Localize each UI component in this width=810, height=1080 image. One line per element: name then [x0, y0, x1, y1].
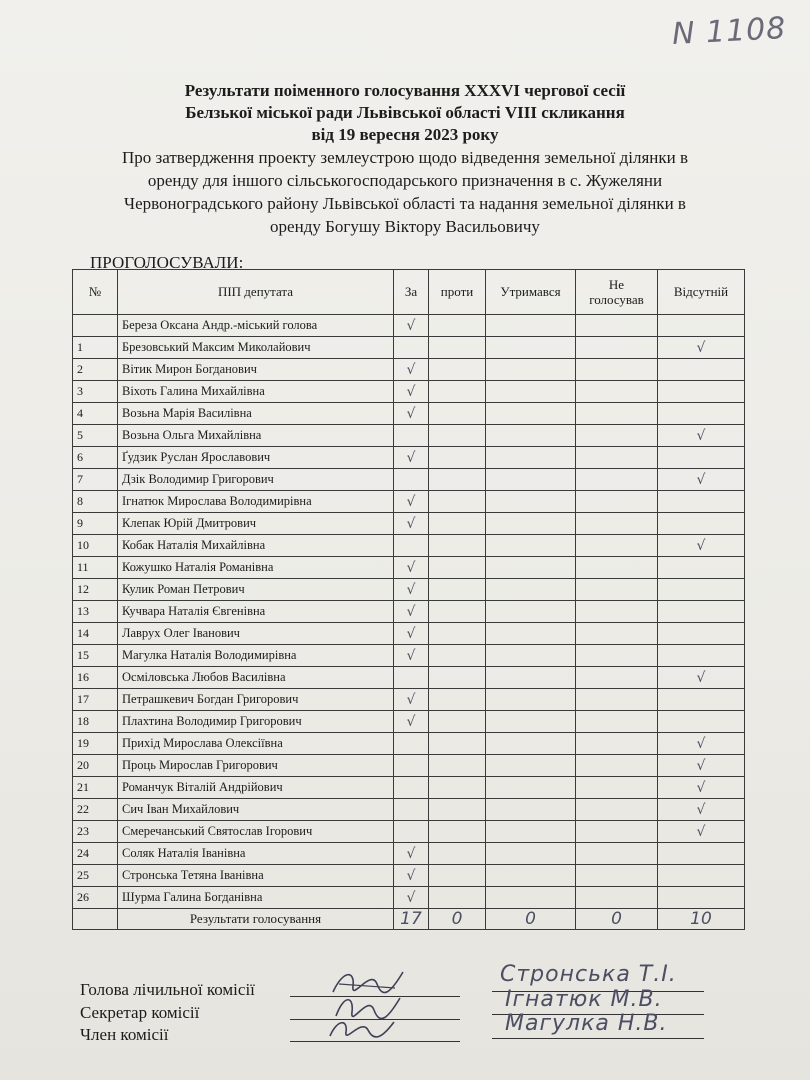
vote-cell-ne_holosuvav [576, 865, 658, 887]
vote-cell-za [394, 777, 429, 799]
table-row [73, 821, 745, 843]
table-row [73, 359, 745, 381]
vote-cell-utrymavsia [486, 403, 576, 425]
row-number: 3 [73, 381, 118, 403]
deputy-name: Віхоть Галина Михайлівна [118, 381, 394, 403]
check-mark-za: √ [394, 315, 429, 337]
title-line-2: Белзької міської ради Львівської області VIII скликання [185, 103, 625, 122]
row-number: 7 [73, 469, 118, 491]
row-number: 14 [73, 623, 118, 645]
row-number: 10 [73, 535, 118, 557]
vote-cell-utrymavsia [486, 601, 576, 623]
check-mark-absent: √ [658, 425, 745, 447]
table-row [73, 535, 745, 557]
vote-cell-proty [429, 447, 486, 469]
vote-cell-ne_holosuvav [576, 491, 658, 513]
handwritten-name-member: Магулка Н.В. [505, 1011, 668, 1036]
vote-cell-za [394, 469, 429, 491]
vote-cell-absent [658, 843, 745, 865]
vote-cell-proty [429, 513, 486, 535]
vote-cell-ne_holosuvav [576, 887, 658, 909]
vote-cell-ne_holosuvav [576, 557, 658, 579]
subject-line-1: Про затвердження проекту землеустрою щодо відведення земельної ділянки в [122, 148, 688, 167]
results-za: 17 [394, 909, 429, 930]
vote-cell-proty [429, 601, 486, 623]
vote-cell-absent [658, 579, 745, 601]
row-number: 25 [73, 865, 118, 887]
results-utrymavsia: 0 [486, 909, 576, 930]
check-mark-za: √ [394, 403, 429, 425]
vote-cell-utrymavsia [486, 733, 576, 755]
vote-cell-za [394, 667, 429, 689]
vote-cell-utrymavsia [486, 359, 576, 381]
check-mark-za: √ [394, 491, 429, 513]
vote-cell-utrymavsia [486, 315, 576, 337]
subject-line-2: оренду для іншого сільськогосподарського призначення в с. Жужеляни [147, 171, 663, 190]
vote-cell-utrymavsia [486, 667, 576, 689]
table-row [73, 579, 745, 601]
vote-cell-utrymavsia [486, 821, 576, 843]
vote-cell-za [394, 337, 429, 359]
col-header-ne-holosuvav: Не голосував [576, 270, 658, 315]
table-row [73, 425, 745, 447]
vote-cell-ne_holosuvav [576, 667, 658, 689]
deputy-name: Смеречанський Святослав Ігорович [118, 821, 394, 843]
vote-cell-utrymavsia [486, 557, 576, 579]
vote-cell-ne_holosuvav [576, 447, 658, 469]
vote-cell-proty [429, 403, 486, 425]
document-header [60, 80, 750, 238]
vote-cell-utrymavsia [486, 469, 576, 491]
deputy-name: Магулка Наталія Володимирівна [118, 645, 394, 667]
deputy-name: Петрашкевич Богдан Григорович [118, 689, 394, 711]
vote-cell-ne_holosuvav [576, 843, 658, 865]
row-number: 6 [73, 447, 118, 469]
vote-cell-utrymavsia [486, 579, 576, 601]
vote-cell-utrymavsia [486, 491, 576, 513]
vote-cell-proty [429, 469, 486, 491]
vote-cell-utrymavsia [486, 887, 576, 909]
signature-member [322, 1012, 402, 1044]
vote-cell-za [394, 425, 429, 447]
vote-cell-ne_holosuvav [576, 403, 658, 425]
vote-cell-utrymavsia [486, 425, 576, 447]
row-number: 5 [73, 425, 118, 447]
vote-cell-ne_holosuvav [576, 777, 658, 799]
vote-cell-ne_holosuvav [576, 513, 658, 535]
results-proty: 0 [429, 909, 486, 930]
vote-rows [73, 315, 745, 909]
check-mark-za: √ [394, 711, 429, 733]
table-row [73, 337, 745, 359]
check-mark-za: √ [394, 381, 429, 403]
check-mark-absent: √ [658, 337, 745, 359]
vote-cell-ne_holosuvav [576, 821, 658, 843]
signature-role-member: Член комісії [80, 1025, 169, 1044]
row-number: 19 [73, 733, 118, 755]
vote-cell-za [394, 821, 429, 843]
vote-table [72, 269, 745, 930]
row-number: 8 [73, 491, 118, 513]
vote-cell-absent [658, 623, 745, 645]
check-mark-za: √ [394, 359, 429, 381]
check-mark-za: √ [394, 579, 429, 601]
vote-cell-utrymavsia [486, 447, 576, 469]
check-mark-za: √ [394, 689, 429, 711]
vote-cell-ne_holosuvav [576, 711, 658, 733]
check-mark-za: √ [394, 645, 429, 667]
vote-cell-ne_holosuvav [576, 535, 658, 557]
vote-cell-absent [658, 381, 745, 403]
subject-line-3: Червоноградського району Львівської області та надання земельної ділянки в [124, 194, 686, 213]
vote-cell-za [394, 535, 429, 557]
deputy-name: Кожушко Наталія Романівна [118, 557, 394, 579]
vote-cell-proty [429, 315, 486, 337]
table-row [73, 447, 745, 469]
row-number: 24 [73, 843, 118, 865]
vote-cell-utrymavsia [486, 755, 576, 777]
deputy-name: Проць Мирослав Григорович [118, 755, 394, 777]
vote-cell-proty [429, 491, 486, 513]
vote-cell-proty [429, 689, 486, 711]
row-number: 13 [73, 601, 118, 623]
check-mark-za: √ [394, 601, 429, 623]
check-mark-absent: √ [658, 733, 745, 755]
vote-cell-ne_holosuvav [576, 601, 658, 623]
col-header-number: № [73, 270, 118, 315]
check-mark-za: √ [394, 513, 429, 535]
vote-cell-proty [429, 359, 486, 381]
vote-cell-proty [429, 623, 486, 645]
vote-cell-absent [658, 447, 745, 469]
row-number: 15 [73, 645, 118, 667]
vote-cell-za [394, 799, 429, 821]
vote-cell-proty [429, 667, 486, 689]
vote-cell-ne_holosuvav [576, 315, 658, 337]
deputy-name: Плахтина Володимир Григорович [118, 711, 394, 733]
deputy-name: Возьна Марія Василівна [118, 403, 394, 425]
table-row [73, 755, 745, 777]
deputy-name: Прихід Мирослава Олексіївна [118, 733, 394, 755]
subject-line-4: оренду Богушу Віктору Васильовичу [270, 217, 540, 236]
vote-cell-ne_holosuvav [576, 337, 658, 359]
vote-cell-ne_holosuvav [576, 733, 658, 755]
col-header-utrymavsia: Утримався [486, 270, 576, 315]
vote-cell-ne_holosuvav [576, 689, 658, 711]
check-mark-absent: √ [658, 535, 745, 557]
deputy-name: Сич Іван Михайлович [118, 799, 394, 821]
title-line-3: від 19 вересня 2023 року [311, 125, 499, 144]
table-row [73, 843, 745, 865]
row-number: 18 [73, 711, 118, 733]
vote-cell-absent [658, 557, 745, 579]
vote-cell-utrymavsia [486, 337, 576, 359]
vote-cell-proty [429, 645, 486, 667]
results-number-cell [73, 909, 118, 930]
vote-cell-absent [658, 645, 745, 667]
deputy-name: Осміловська Любов Василівна [118, 667, 394, 689]
results-row [73, 909, 745, 930]
table-row [73, 623, 745, 645]
voted-label: ПРОГОЛОСУВАЛИ: [90, 253, 244, 272]
vote-cell-ne_holosuvav [576, 359, 658, 381]
deputy-name: Соляк Наталія Іванівна [118, 843, 394, 865]
vote-cell-proty [429, 799, 486, 821]
deputy-name: Береза Оксана Андр.-міський голова [118, 315, 394, 337]
handwritten-document-number: N 1108 [671, 11, 788, 52]
vote-cell-ne_holosuvav [576, 645, 658, 667]
table-row [73, 865, 745, 887]
deputy-name: Шурма Галина Богданівна [118, 887, 394, 909]
vote-cell-proty [429, 535, 486, 557]
table-row [73, 469, 745, 491]
table-row [73, 689, 745, 711]
vote-cell-proty [429, 821, 486, 843]
check-mark-absent: √ [658, 755, 745, 777]
check-mark-absent: √ [658, 667, 745, 689]
vote-cell-utrymavsia [486, 645, 576, 667]
vote-cell-absent [658, 315, 745, 337]
table-row [73, 491, 745, 513]
vote-cell-utrymavsia [486, 381, 576, 403]
vote-cell-za [394, 733, 429, 755]
vote-cell-proty [429, 865, 486, 887]
vote-cell-absent [658, 601, 745, 623]
vote-cell-proty [429, 337, 486, 359]
vote-cell-utrymavsia [486, 843, 576, 865]
handwritten-name-chair: Стронська Т.І. [500, 962, 677, 987]
col-header-proty: проти [429, 270, 486, 315]
check-mark-za: √ [394, 865, 429, 887]
vote-cell-proty [429, 711, 486, 733]
vote-cell-proty [429, 425, 486, 447]
check-mark-absent: √ [658, 799, 745, 821]
row-number: 26 [73, 887, 118, 909]
check-mark-za: √ [394, 623, 429, 645]
vote-cell-proty [429, 579, 486, 601]
row-number: 20 [73, 755, 118, 777]
vote-cell-absent [658, 865, 745, 887]
check-mark-za: √ [394, 887, 429, 909]
vote-cell-ne_holosuvav [576, 381, 658, 403]
col-header-name: ПІП депутата [118, 270, 394, 315]
table-row [73, 403, 745, 425]
table-row [73, 513, 745, 535]
signature-role-secretary: Секретар комісії [80, 1003, 200, 1022]
check-mark-za: √ [394, 557, 429, 579]
deputy-name: Кобак Наталія Михайлівна [118, 535, 394, 557]
vote-cell-proty [429, 887, 486, 909]
vote-cell-absent [658, 887, 745, 909]
vote-cell-proty [429, 755, 486, 777]
vote-cell-ne_holosuvav [576, 425, 658, 447]
row-number: 23 [73, 821, 118, 843]
vote-cell-ne_holosuvav [576, 755, 658, 777]
row-number: 21 [73, 777, 118, 799]
check-mark-absent: √ [658, 777, 745, 799]
deputy-name: Брезовський Максим Миколайович [118, 337, 394, 359]
table-row [73, 799, 745, 821]
table-row [73, 381, 745, 403]
col-header-za: За [394, 270, 429, 315]
table-row [73, 711, 745, 733]
vote-cell-utrymavsia [486, 535, 576, 557]
table-row [73, 601, 745, 623]
row-number [73, 315, 118, 337]
row-number: 11 [73, 557, 118, 579]
vote-cell-proty [429, 733, 486, 755]
check-mark-absent: √ [658, 469, 745, 491]
table-row [73, 733, 745, 755]
row-number: 2 [73, 359, 118, 381]
vote-cell-proty [429, 843, 486, 865]
results-label: Результати голосування [118, 909, 394, 930]
title-line-1: Результати поіменного голосування XXXVI чергової сесії [184, 81, 626, 100]
vote-cell-absent [658, 513, 745, 535]
vote-cell-ne_holosuvav [576, 579, 658, 601]
table-row [73, 315, 745, 337]
vote-cell-absent [658, 711, 745, 733]
table-header-row [73, 270, 745, 315]
vote-cell-utrymavsia [486, 689, 576, 711]
results-ne-holosuvav: 0 [576, 909, 658, 930]
vote-cell-proty [429, 777, 486, 799]
deputy-name: Ігнатюк Мирослава Володимирівна [118, 491, 394, 513]
check-mark-za: √ [394, 843, 429, 865]
signature-role-chair: Голова лічильної комісії [80, 980, 255, 999]
row-number: 17 [73, 689, 118, 711]
deputy-name: Романчук Віталій Андрійович [118, 777, 394, 799]
vote-cell-absent [658, 491, 745, 513]
row-number: 4 [73, 403, 118, 425]
deputy-name: Возьна Ольга Михайлівна [118, 425, 394, 447]
deputy-name: Кучвара Наталія Євгенівна [118, 601, 394, 623]
row-number: 1 [73, 337, 118, 359]
deputy-name: Ґудзик Руслан Ярославович [118, 447, 394, 469]
vote-cell-absent [658, 359, 745, 381]
row-number: 16 [73, 667, 118, 689]
vote-cell-utrymavsia [486, 623, 576, 645]
table-row [73, 777, 745, 799]
vote-cell-proty [429, 381, 486, 403]
vote-cell-utrymavsia [486, 777, 576, 799]
deputy-name: Клепак Юрій Дмитрович [118, 513, 394, 535]
vote-cell-ne_holosuvav [576, 623, 658, 645]
vote-cell-utrymavsia [486, 711, 576, 733]
col-header-absent: Відсутній [658, 270, 745, 315]
vote-cell-ne_holosuvav [576, 469, 658, 491]
table-row [73, 667, 745, 689]
vote-cell-za [394, 755, 429, 777]
results-absent: 10 [658, 909, 745, 930]
vote-cell-proty [429, 557, 486, 579]
name-line-member [492, 1038, 704, 1039]
check-mark-absent: √ [658, 821, 745, 843]
deputy-name: Кулик Роман Петрович [118, 579, 394, 601]
deputy-name: Дзік Володимир Григорович [118, 469, 394, 491]
table-row [73, 645, 745, 667]
vote-cell-utrymavsia [486, 799, 576, 821]
handwritten-name-secretary: Ігнатюк М.В. [505, 987, 663, 1012]
deputy-name: Лаврух Олег Іванович [118, 623, 394, 645]
table-row [73, 887, 745, 909]
deputy-name: Стронська Тетяна Іванівна [118, 865, 394, 887]
table-row [73, 557, 745, 579]
check-mark-za: √ [394, 447, 429, 469]
row-number: 12 [73, 579, 118, 601]
deputy-name: Вітик Мирон Богданович [118, 359, 394, 381]
vote-cell-utrymavsia [486, 865, 576, 887]
vote-cell-absent [658, 403, 745, 425]
row-number: 9 [73, 513, 118, 535]
row-number: 22 [73, 799, 118, 821]
vote-cell-absent [658, 689, 745, 711]
vote-cell-utrymavsia [486, 513, 576, 535]
vote-cell-ne_holosuvav [576, 799, 658, 821]
